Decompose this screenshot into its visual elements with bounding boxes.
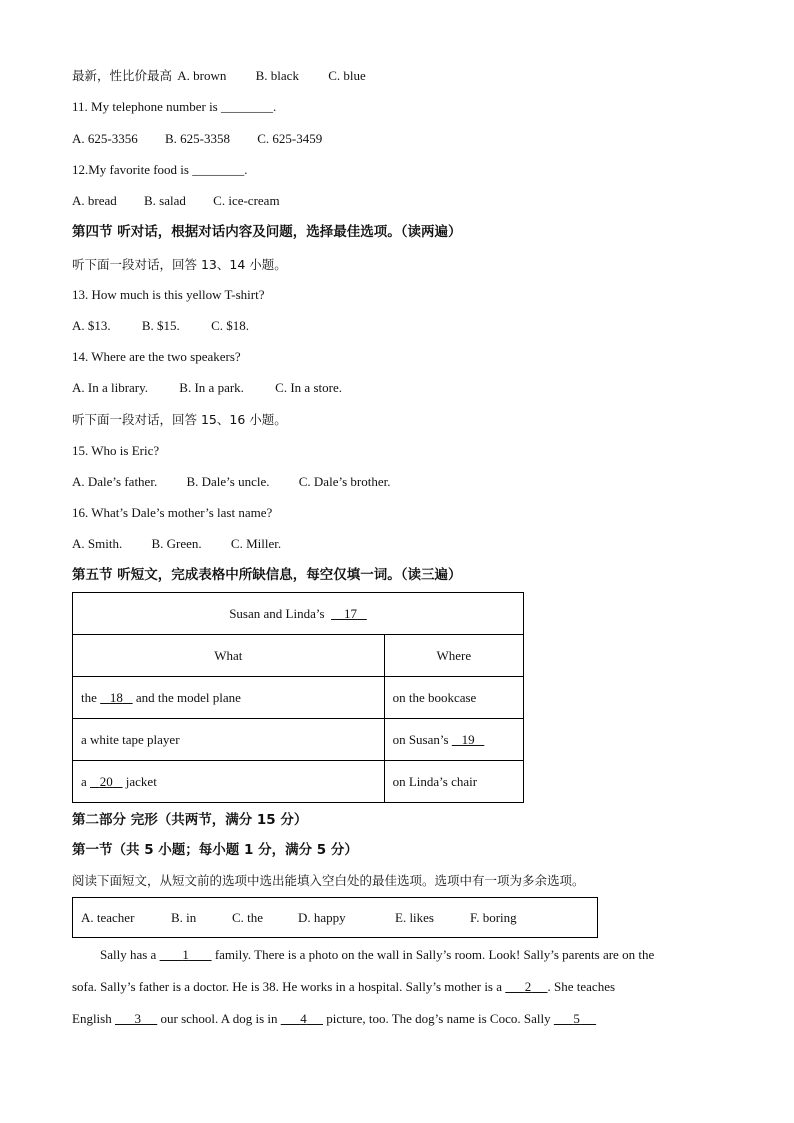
option-c: C. blue (328, 68, 366, 83)
q12-options (72, 193, 280, 209)
option-c: C. $18. (211, 318, 249, 333)
q12-text: 12.My favorite food is ________. (72, 162, 248, 177)
blank-4: 4 (300, 1011, 307, 1026)
section4-heading: 第四节 听对话，根据对话内容及问题，选择最佳选项。（读两遍） (72, 224, 462, 240)
blank-17: 17 (344, 605, 358, 621)
option-c: C. In a store. (275, 380, 342, 395)
where-cell: on Susan’s 19 (384, 719, 523, 761)
options-box (72, 897, 598, 938)
blank-19: 19 (461, 731, 475, 747)
table-row (73, 719, 524, 761)
q16-text: 16. What’s Dale’s mother’s last name? (72, 505, 273, 520)
table-row (73, 761, 524, 803)
col-what: What (73, 635, 385, 677)
option-a: A. $13. (72, 318, 111, 333)
passage-line-3: English 3 our school. A dog is in 4 picture, too. The dog’s name is Coco. Sally 5 (72, 1011, 712, 1027)
q15-text: 15. Who is Eric? (72, 443, 160, 458)
option-e: E. likes (395, 910, 434, 925)
option-c: C. ice-cream (213, 193, 280, 208)
q13-options (72, 318, 249, 334)
option-c: C. the (232, 910, 264, 925)
part2-section1-heading: 第一节（共 5 小题；每小题 1 分，满分 5 分） (72, 842, 358, 858)
blank-2: 2 (524, 979, 532, 994)
part2-heading: 第二部分 完形（共两节，满分 15 分） (72, 812, 308, 828)
option-f: F. boring (470, 910, 517, 925)
q10-prefix: 最新，性比价最高 (72, 68, 173, 83)
q10-options (72, 68, 366, 84)
q11-text: 11. My telephone number is ________. (72, 99, 277, 114)
passage-line-2: sofa. Sally’s father is a doctor. He is 38. He works in a hospital. Sally’s mother is a 2 . She teaches (72, 979, 616, 994)
option-b: B. in (171, 910, 197, 925)
q16-options (72, 536, 281, 552)
option-a: A. Smith. (72, 536, 123, 551)
option-a: A. brown (177, 68, 227, 83)
option-c: C. 625-3459 (257, 131, 323, 146)
option-a: A. bread (72, 193, 117, 208)
option-a: A. In a library. (72, 380, 149, 395)
table-title-cell (73, 593, 524, 635)
cloze-instructions: 阅读下面短文，从短文前的选项中选出能填入空白处的最佳选项。选项中有一项为多余选项。 (72, 873, 585, 888)
what-cell: a 20 jacket (73, 761, 385, 803)
q15-options (72, 474, 390, 490)
section4-intro-1: 听下面一段对话，回答 13、14 小题。 (72, 257, 287, 272)
option-d: D. happy (298, 910, 346, 925)
q14-options (72, 380, 342, 396)
table-row (73, 677, 524, 719)
blank-3: 3 (134, 1011, 141, 1026)
blank-1: 1 (182, 947, 189, 962)
option-b: B. Green. (151, 536, 202, 551)
table-header-row (73, 635, 524, 677)
table-title-row (73, 593, 524, 635)
option-a: A. Dale’s father. (72, 474, 158, 489)
option-a: A. teacher (81, 910, 135, 925)
option-c: C. Dale’s brother. (298, 474, 391, 489)
q13-text: 13. How much is this yellow T-shirt? (72, 287, 265, 302)
what-cell: the 18 and the model plane (73, 677, 385, 719)
q11-options (72, 131, 322, 147)
where-cell: on the bookcase (384, 677, 523, 719)
option-c: C. Miller. (230, 536, 282, 551)
option-b: B. black (255, 68, 299, 83)
section5-heading: 第五节 听短文，完成表格中所缺信息，每空仅填一词。（读三遍） (72, 567, 462, 583)
table-title: Susan and Linda’s (229, 605, 325, 621)
option-b: B. Dale’s uncle. (186, 474, 270, 489)
option-b: B. In a park. (179, 380, 244, 395)
what-cell: a white tape player (73, 719, 385, 761)
blank-18: 18 (109, 689, 123, 705)
passage-line-1: Sally has a 1 family. There is a photo on the wall in Sally’s room. Look! Sally’s parents are on the (100, 947, 655, 962)
option-b: B. 625-3358 (164, 131, 230, 146)
q14-text: 14. Where are the two speakers? (72, 349, 241, 364)
col-where: Where (384, 635, 523, 677)
option-b: B. $15. (141, 318, 180, 333)
option-a: A. 625-3356 (72, 131, 138, 146)
blank-5: 5 (573, 1011, 580, 1026)
section4-intro-2: 听下面一段对话，回答 15、16 小题。 (72, 412, 287, 427)
info-table (72, 592, 524, 803)
where-cell: on Linda’s chair (384, 761, 523, 803)
blank-20: 20 (99, 773, 113, 789)
option-b: B. salad (144, 193, 186, 208)
